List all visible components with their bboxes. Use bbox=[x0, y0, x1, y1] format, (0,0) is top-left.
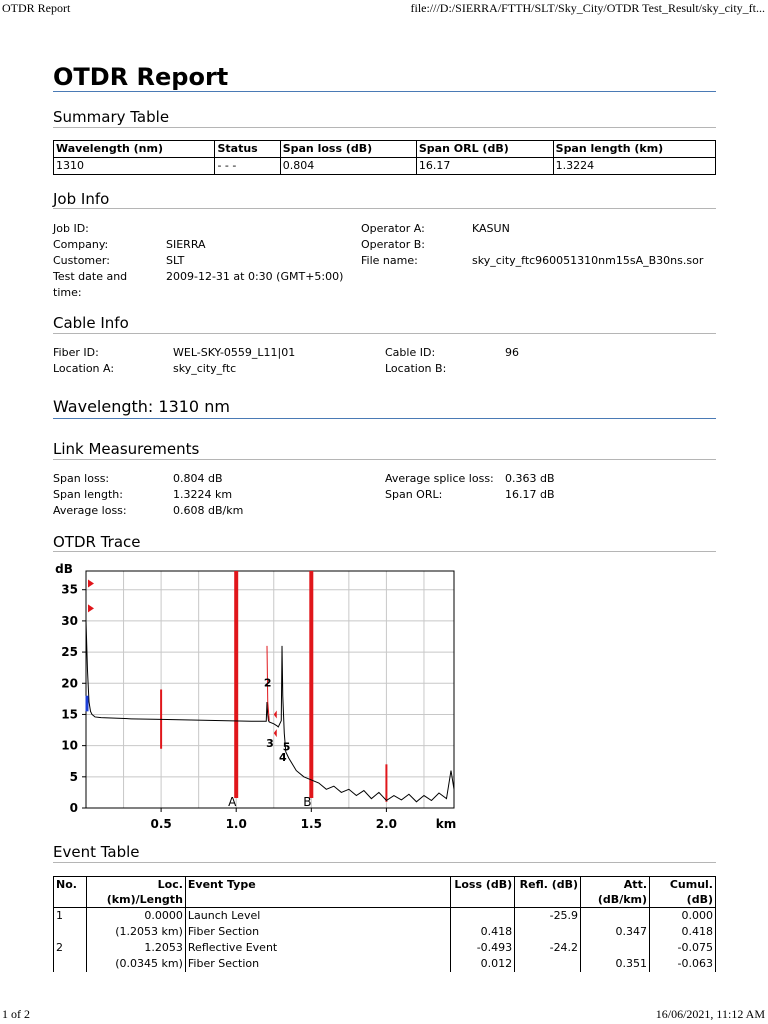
event-marker-label: 5 bbox=[282, 740, 291, 754]
marker-label-a: A bbox=[228, 795, 237, 809]
customer-value: SLT bbox=[166, 254, 185, 267]
event-cell bbox=[451, 908, 515, 925]
summary-col-2: Span loss (dB) bbox=[280, 141, 416, 158]
event-cell bbox=[54, 956, 87, 972]
y-tick-label: 10 bbox=[61, 738, 78, 753]
event-cell: Fiber Section bbox=[185, 956, 450, 972]
job-info-rule bbox=[53, 208, 716, 209]
y-axis-label: dB bbox=[55, 562, 73, 576]
event-cell: -25.9 bbox=[515, 908, 581, 925]
location-b-label: Location B: bbox=[385, 362, 447, 375]
link-rule bbox=[53, 459, 716, 460]
event-marker-label: 2 bbox=[263, 676, 272, 690]
summary-cell: - - - bbox=[215, 158, 280, 175]
table-row bbox=[54, 924, 716, 940]
job-info-heading: Job Info bbox=[53, 190, 110, 208]
event-cell: 0.347 bbox=[581, 924, 650, 940]
event-cell: 1.2053 bbox=[86, 940, 185, 956]
span-length-label: Span length: bbox=[53, 488, 123, 501]
summary-cell: 1310 bbox=[54, 158, 215, 175]
span-loss-label: Span loss: bbox=[53, 472, 110, 485]
test-date-label-2: time: bbox=[53, 286, 82, 299]
y-tick-label: 35 bbox=[61, 582, 78, 597]
event-cell: (1.2053 km) bbox=[86, 924, 185, 940]
event-col-loc: Loc. (km)/Length bbox=[86, 877, 185, 908]
event-cell bbox=[515, 924, 581, 940]
summary-cell: 16.17 bbox=[416, 158, 553, 175]
fiber-id-label: Fiber ID: bbox=[53, 346, 99, 359]
browser-page-title: OTDR Report bbox=[2, 1, 71, 15]
event-cell: 0.351 bbox=[581, 956, 650, 972]
event-cell: -0.063 bbox=[650, 956, 716, 972]
event-cell: 2 bbox=[54, 940, 87, 956]
avg-splice-value: 0.363 dB bbox=[505, 472, 555, 485]
event-marker-label: 4 bbox=[278, 751, 287, 765]
y-tick-label: 5 bbox=[69, 769, 78, 784]
summary-col-4: Span length (km) bbox=[553, 141, 715, 158]
company-value: SIERRA bbox=[166, 238, 206, 251]
event-col-cumul: Cumul. (dB) bbox=[650, 877, 716, 908]
report-title: OTDR Report bbox=[53, 63, 229, 91]
y-tick-label: 0 bbox=[69, 801, 78, 815]
event-cell: 0.418 bbox=[451, 924, 515, 940]
event-cell bbox=[54, 924, 87, 940]
file-name-value: sky_city_ftc960051310nm15sA_B30ns.sor bbox=[472, 254, 704, 267]
summary-col-0: Wavelength (nm) bbox=[54, 141, 215, 158]
event-col-no: No. bbox=[54, 877, 87, 908]
otdr-trace-chart bbox=[30, 558, 470, 836]
fiber-id-value: WEL-SKY-0559_L11|01 bbox=[173, 346, 296, 359]
summary-row bbox=[54, 158, 716, 175]
summary-cell: 1.3224 bbox=[553, 158, 715, 175]
event-marker-label: 3 bbox=[266, 736, 274, 750]
y-tick-label: 25 bbox=[61, 645, 78, 660]
table-row bbox=[54, 908, 716, 925]
summary-heading: Summary Table bbox=[53, 108, 170, 126]
file-name-label: File name: bbox=[361, 254, 418, 267]
avg-loss-label: Average loss: bbox=[53, 504, 127, 517]
customer-label: Customer: bbox=[53, 254, 110, 267]
event-cell: 0.012 bbox=[451, 956, 515, 972]
event-cell: Reflective Event bbox=[185, 940, 450, 956]
browser-file-path: file:///D:/SIERRA/FTTH/SLT/Sky_City/OTDR Test_Result/sky_city_ft... bbox=[410, 1, 765, 15]
event-cell bbox=[581, 908, 650, 925]
span-length-value: 1.3224 km bbox=[173, 488, 233, 501]
summary-rule bbox=[53, 127, 716, 128]
job-id-label: Job ID: bbox=[53, 222, 89, 235]
event-table-heading: Event Table bbox=[53, 843, 140, 861]
x-tick-label: 2.0 bbox=[375, 817, 398, 831]
event-cell: 1 bbox=[54, 908, 87, 925]
event-cell: (0.0345 km) bbox=[86, 956, 185, 972]
cable-info-rule bbox=[53, 333, 716, 334]
x-tick-label: 1.5 bbox=[300, 817, 322, 831]
event-col-refl: Refl. (dB) bbox=[515, 877, 581, 908]
trace-rule bbox=[53, 551, 716, 552]
cable-info-heading: Cable Info bbox=[53, 314, 129, 332]
operator-a-value: KASUN bbox=[472, 222, 510, 235]
link-heading: Link Measurements bbox=[53, 440, 200, 458]
marker-label-b: B bbox=[303, 795, 312, 809]
table-row bbox=[54, 956, 716, 972]
y-tick-label: 20 bbox=[61, 676, 78, 691]
summary-col-3: Span ORL (dB) bbox=[416, 141, 553, 158]
cable-id-label: Cable ID: bbox=[385, 346, 436, 359]
event-table bbox=[53, 876, 716, 972]
event-cell bbox=[581, 940, 650, 956]
summary-col-1: Status bbox=[215, 141, 280, 158]
y-tick-label: 30 bbox=[61, 613, 78, 628]
footer-datetime: 16/06/2021, 11:12 AM bbox=[655, 1007, 765, 1021]
event-col-type: Event Type bbox=[185, 877, 450, 908]
operator-a-label: Operator A: bbox=[361, 222, 425, 235]
summary-cell: 0.804 bbox=[280, 158, 416, 175]
location-a-value: sky_city_ftc bbox=[173, 362, 237, 375]
wavelength-rule bbox=[53, 418, 716, 419]
y-tick-label: 15 bbox=[61, 707, 78, 722]
company-label: Company: bbox=[53, 238, 109, 251]
event-cell: Launch Level bbox=[185, 908, 450, 925]
trace-heading: OTDR Trace bbox=[53, 533, 141, 551]
summary-table bbox=[53, 140, 716, 175]
test-date-value: 2009-12-31 at 0:30 (GMT+5:00) bbox=[166, 270, 344, 283]
event-cell: -24.2 bbox=[515, 940, 581, 956]
span-orl-value: 16.17 dB bbox=[505, 488, 555, 501]
x-tick-label: 0.5 bbox=[150, 817, 172, 831]
avg-loss-value: 0.608 dB/km bbox=[173, 504, 244, 517]
event-cell: -0.493 bbox=[451, 940, 515, 956]
footer-page-number: 1 of 2 bbox=[2, 1007, 30, 1021]
table-row bbox=[54, 940, 716, 956]
event-cell: 0.000 bbox=[650, 908, 716, 925]
operator-b-label: Operator B: bbox=[361, 238, 425, 251]
plot-area bbox=[86, 571, 454, 808]
x-tick-label: 1.0 bbox=[225, 817, 247, 831]
title-rule bbox=[53, 91, 716, 92]
test-date-label-1: Test date and bbox=[53, 270, 128, 283]
avg-splice-label: Average splice loss: bbox=[385, 472, 494, 485]
cable-id-value: 96 bbox=[505, 346, 519, 359]
event-cell: 0.418 bbox=[650, 924, 716, 940]
wavelength-heading: Wavelength: 1310 nm bbox=[53, 397, 230, 416]
event-cell: Fiber Section bbox=[185, 924, 450, 940]
event-cell: 0.0000 bbox=[86, 908, 185, 925]
event-col-loss: Loss (dB) bbox=[451, 877, 515, 908]
event-col-att: Att. (dB/km) bbox=[581, 877, 650, 908]
span-orl-label: Span ORL: bbox=[385, 488, 443, 501]
x-axis-label: km bbox=[435, 817, 457, 831]
event-table-rule bbox=[53, 862, 716, 863]
span-loss-value: 0.804 dB bbox=[173, 472, 223, 485]
event-cell: -0.075 bbox=[650, 940, 716, 956]
location-a-label: Location A: bbox=[53, 362, 115, 375]
event-cell bbox=[515, 956, 581, 972]
